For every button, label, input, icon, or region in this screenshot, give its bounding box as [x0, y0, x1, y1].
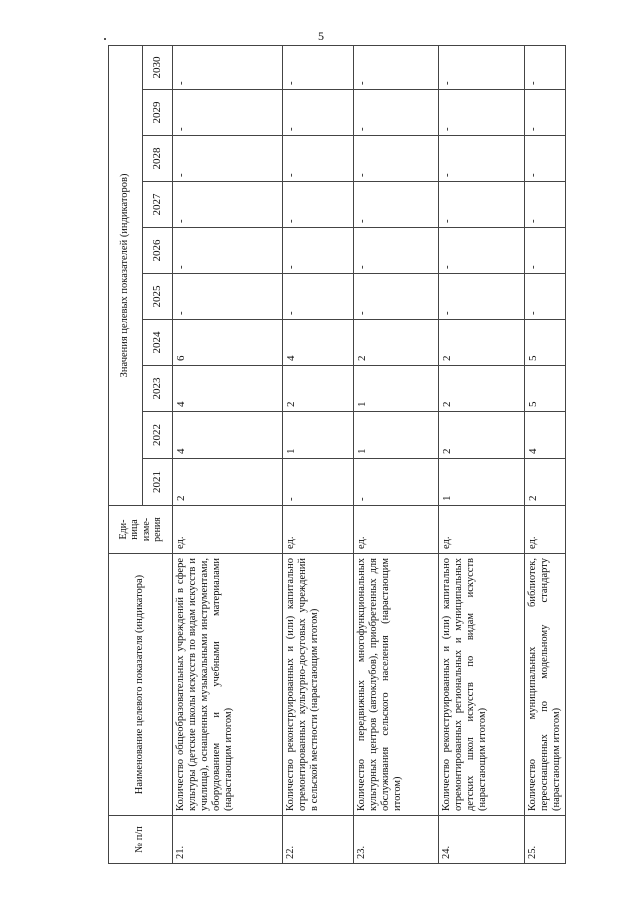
row-number: 22. — [283, 816, 354, 864]
row-value: 4 — [173, 412, 283, 459]
row-value: - — [283, 228, 354, 274]
header-year: 2027 — [143, 182, 173, 228]
row-value: - — [173, 90, 283, 136]
row-value: - — [439, 90, 525, 136]
row-indicator-name: Количество реконструированных и (или) капитально отремонтированных региональных и муниципальных детских школ искусств по видам искусств (нарастающим итогом) — [439, 554, 525, 816]
row-value: - — [354, 228, 439, 274]
table-row — [173, 45, 283, 863]
header-num: № п/п — [109, 816, 173, 864]
table-row — [439, 45, 525, 863]
header-year: 2029 — [143, 90, 173, 136]
row-value: - — [439, 274, 525, 320]
row-value: - — [173, 45, 283, 89]
row-value: - — [354, 90, 439, 136]
row-value: 4 — [283, 320, 354, 366]
header-year: 2022 — [143, 412, 173, 459]
row-value: - — [173, 274, 283, 320]
rotated-table — [108, 45, 563, 864]
header-year: 2024 — [143, 320, 173, 366]
row-value: - — [525, 45, 566, 89]
header-year: 2028 — [143, 136, 173, 182]
row-indicator-name: Количество реконструированных и (или) капитально отремонтированных культурно-досуговых учреждений в сельской местности (нарастающим итогом) — [283, 554, 354, 816]
table-row — [525, 45, 566, 863]
header-year: 2023 — [143, 366, 173, 412]
row-value: - — [173, 136, 283, 182]
header-year: 2030 — [143, 45, 173, 89]
header-unit: Еди-ница изме-рения — [109, 506, 173, 554]
row-value: - — [283, 274, 354, 320]
row-value: - — [354, 45, 439, 89]
row-value: - — [283, 90, 354, 136]
table-row — [354, 45, 439, 863]
row-value: - — [173, 228, 283, 274]
page-number: 5 — [318, 29, 324, 43]
row-value: - — [439, 182, 525, 228]
row-value: - — [283, 459, 354, 506]
row-value: 2 — [439, 366, 525, 412]
row-value: 4 — [525, 412, 566, 459]
row-indicator-name: Количество муниципальных библиотек, переоснащенных по модельному стандарту (нарастающим итогом) — [525, 554, 566, 816]
row-value: 2 — [439, 320, 525, 366]
row-unit: ед. — [439, 506, 525, 554]
row-unit: ед. — [354, 506, 439, 554]
row-value: 2 — [525, 459, 566, 506]
row-value: - — [525, 182, 566, 228]
header-values-group: Значения целевых показателей (индикаторов) — [109, 45, 143, 505]
row-value: - — [525, 228, 566, 274]
row-unit: ед. — [283, 506, 354, 554]
row-value: 6 — [173, 320, 283, 366]
row-value: - — [354, 182, 439, 228]
header-row-1 — [109, 45, 143, 863]
row-number: 23. — [354, 816, 439, 864]
header-year: 2026 — [143, 228, 173, 274]
row-value: 2 — [439, 412, 525, 459]
row-value: - — [283, 182, 354, 228]
rotated-table-frame — [108, 45, 563, 864]
indicators-table — [108, 45, 566, 864]
scan-dot — [104, 38, 106, 40]
row-value: 2 — [173, 459, 283, 506]
row-value: 4 — [173, 366, 283, 412]
table-row — [283, 45, 354, 863]
row-value: 1 — [439, 459, 525, 506]
row-number: 24. — [439, 816, 525, 864]
row-value: - — [354, 136, 439, 182]
row-value: - — [525, 136, 566, 182]
row-value: 2 — [354, 320, 439, 366]
row-unit: ед. — [173, 506, 283, 554]
header-year: 2021 — [143, 459, 173, 506]
row-value: 5 — [525, 320, 566, 366]
row-value: - — [439, 136, 525, 182]
row-value: - — [173, 182, 283, 228]
row-value: - — [525, 90, 566, 136]
row-value: 1 — [354, 412, 439, 459]
row-value: 1 — [354, 366, 439, 412]
row-number: 21. — [173, 816, 283, 864]
row-value: - — [439, 228, 525, 274]
row-value: 2 — [283, 366, 354, 412]
row-indicator-name: Количество передвижных многофункциональных культурных центров (автоклубов), приобретенных для обслуживания сельского населения (нарастающим итогом) — [354, 554, 439, 816]
header-name: Наименование целевого показателя (индикатора) — [109, 554, 173, 816]
row-indicator-name: Количество общеобразовательных учреждений в сфере культуры (детские школы искусств по видам искусств и училища), оснащенных музыкальными инструментами, оборудованием и учебными материалами (нарастающим итогом) — [173, 554, 283, 816]
row-value: - — [354, 459, 439, 506]
row-number: 25. — [525, 816, 566, 864]
header-year: 2025 — [143, 274, 173, 320]
row-value: 5 — [525, 366, 566, 412]
row-value: - — [525, 274, 566, 320]
row-unit: ед. — [525, 506, 566, 554]
row-value: - — [439, 45, 525, 89]
row-value: - — [283, 136, 354, 182]
row-value: - — [283, 45, 354, 89]
row-value: - — [354, 274, 439, 320]
row-value: 1 — [283, 412, 354, 459]
